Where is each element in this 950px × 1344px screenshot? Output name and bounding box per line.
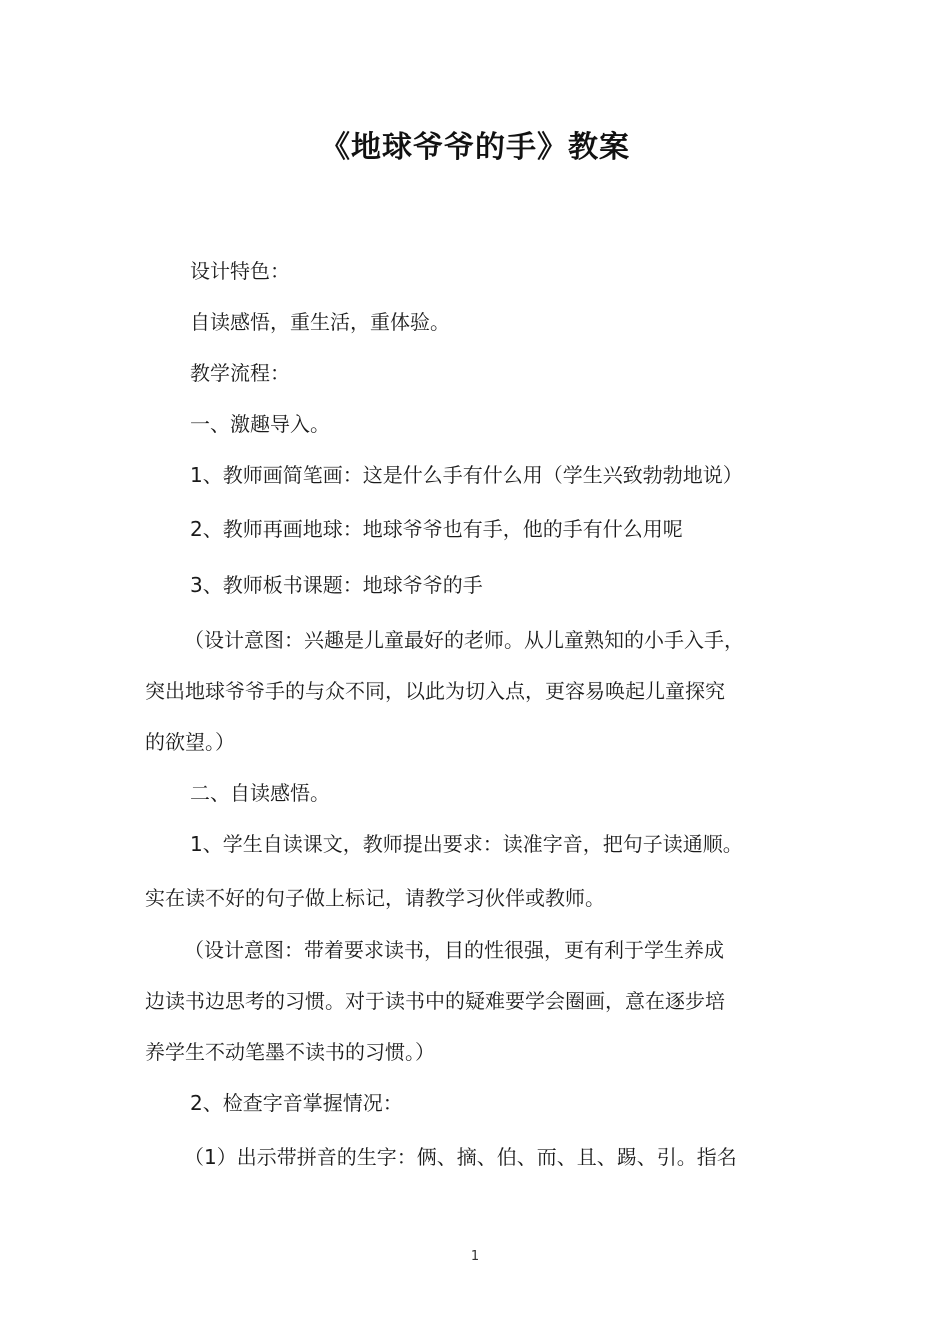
paragraph-line: 3、教师板书课题：地球爷爷的手	[190, 573, 483, 597]
page-number: 1	[470, 1249, 480, 1264]
paragraph-line: （设计意图：兴趣是儿童最好的老师。从儿童熟知的小手入手，	[184, 628, 744, 652]
paragraph-line: 自读感悟，重生活，重体验。	[190, 310, 450, 334]
paragraph-line: 2、检查字音掌握情况：	[190, 1091, 403, 1115]
paragraph-line: 突出地球爷爷手的与众不同，以此为切入点，更容易唤起儿童探究	[145, 679, 725, 703]
paragraph-line: 教学流程：	[190, 361, 290, 385]
paragraph-line: 养学生不动笔墨不读书的习惯。）	[145, 1040, 435, 1064]
paragraph-line: 实在读不好的句子做上标记，请教学习伙伴或教师。	[145, 886, 605, 910]
paragraph-line: 设计特色：	[190, 259, 290, 283]
paragraph-line: （1）出示带拼音的生字：俩、摘、伯、而、且、踢、引。指名	[184, 1145, 737, 1169]
paragraph-line: 1、教师画简笔画：这是什么手有什么用（学生兴致勃勃地说）	[190, 463, 743, 487]
paragraph-line: 1、学生自读课文，教师提出要求：读准字音，把句子读通顺。	[190, 832, 743, 856]
document-title: 《地球爷爷的手》教案	[320, 130, 630, 165]
paragraph-line: 2、教师再画地球：地球爷爷也有手，他的手有什么用呢	[190, 517, 683, 541]
paragraph-line: （设计意图：带着要求读书，目的性很强，更有利于学生养成	[184, 938, 724, 962]
paragraph-line: 边读书边思考的习惯。对于读书中的疑难要学会圈画，意在逐步培	[145, 989, 725, 1013]
section-heading: 二、自读感悟。	[190, 781, 330, 805]
paragraph-line: 的欲望。）	[145, 730, 235, 754]
section-heading: 一、激趣导入。	[190, 412, 330, 436]
